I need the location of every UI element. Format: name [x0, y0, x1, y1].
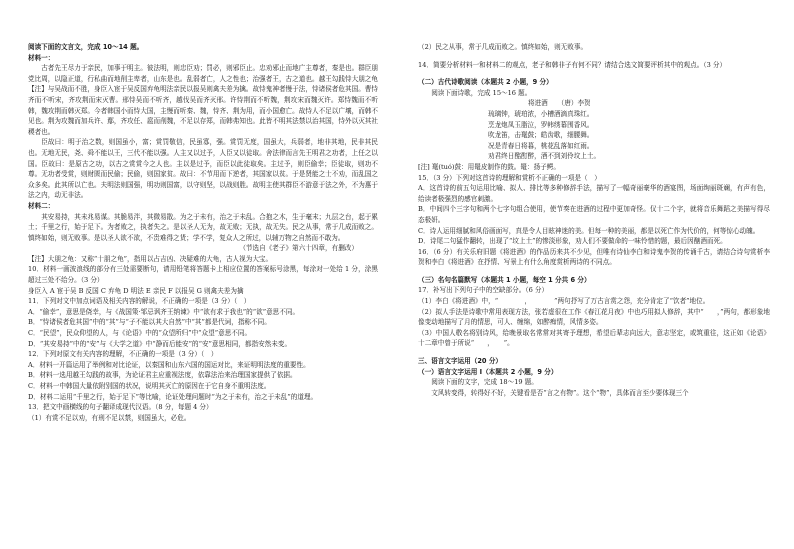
right-column-line: （三）名句名篇默写（本题共 1 小题，每空 1 分共 6 分）: [418, 275, 591, 284]
left-column-line: 材料二：: [28, 201, 55, 210]
left-column-line: 【注】大朋之龟：又称“十朋之龟”，指用以占吉凶、决疑难的大龟，古人视为大宝。: [28, 254, 273, 263]
right-column-line: （2）民之从事，常于几成而败之。慎终如始，则无败事。: [418, 43, 588, 51]
left-column-line: 古者先王尽力于亲民，加事于明主。彼法明，则忠臣劝；罚必，则邪臣止。忠劝邪止而地广主尊者，秦是也。群臣朋党比周，以隐正道，行私曲而地削主卑者，山东是也。乱弱者亡，人之性也；治强者王，古之道也。越王勾践恃大朋之龟【注】与吴战而不胜，身臣入宦于吴反国弃龟明法亲民以报吴则禽夫差为擒。故恃鬼神者慢于法，恃诸侯者危其国。曹恃齐而不听宋，齐攻荆而宋灭曹。邢恃吴而不听齐，越伐吴而齐灭邢。许恃荆而不听魏，荆攻宋而魏灭许。郑恃魏而不听韩，魏攻荆而韩灭郑。今者韩国小而恃大国，主慢而听秦、魏，恃齐、荆为用，而小国愈亡。故恃人不足以广壤，而韩不见也。荆为攻魏而加兵许、鄢，齐攻任、扈而削魏，不足以存郑，而韩弗知也。此皆不明其法禁以治其国，恃外以灭其社稷者也。: [28, 64, 378, 136]
right-column-line: 阅读下面的文字，完成 18～19 题。: [431, 378, 538, 387]
right-column-line: 15．（3 分）下列对这首诗的理解和赏析不正确的一项是（ ）: [418, 173, 601, 182]
right-column-line: （二）古代诗歌阅读（本题共 2 小题，9 分）: [418, 78, 553, 87]
left-column-line: B．“恃诸侯者危其国”中的“其”与“子不能以其大自然”中“其”都是代词，指称不同。: [28, 318, 271, 327]
right-column-line: 14．简要分析材料一和材料二的观点，老子和韩非子有何不同？请结合选文简要评析其中的观点。（3 分）: [418, 60, 727, 69]
right-column-line: 三、语言文字运用（20 分）: [418, 357, 503, 366]
right-column-line: （1）李白《将进酒》中，“ ， ”两句抒写了万古言赏之怨，充分肯定了“饮者”地位。: [418, 297, 710, 306]
right-column-line: B．中间四个三字句和两个七字句组合使用，使节奏在进酒的过程中更加奇怪。仅十二个字，就将音乐舞蹈之美描写得尽态极妍。: [418, 205, 770, 224]
right-column-line: [注] 鼍(tuó)鼓：用鼍皮制作的鼓。鼍：扬子鳄。: [418, 162, 560, 171]
right-column-line: 况是青春日将暮，桃花乱落如红雨。: [488, 141, 594, 150]
right-column-line: 烹龙炮凤玉脂泣，罗帏绣幕围香风。: [488, 120, 594, 129]
left-column-line: 10．材料一画波浪线的部分有三处需要断句，请用铅笔将答题卡上相应位置的答案标号涂黑，每涂对一处给 1 分，涂黑超过三处不给分。（3 分）: [28, 265, 378, 285]
right-column-line: C．诗人运用细腻和风俗画面写，真是令人目眩神迷的美。但每一种的美丽，都是以死亡作为代价的，何等惊心动魄。: [418, 226, 760, 235]
left-column-line: A．材料一开篇运用了举例和对比论证，以秦国和山东六国的国运对比，来证明明法度的重要性。: [28, 360, 310, 369]
right-column-line: 吹龙笛，击鼍鼓；皓齿歌，细腰舞。: [488, 131, 594, 140]
right-column-line: （3）中国人敬名将别诗风，给晚景取名常常对其寄予理想，希望后辈志向远大，意志坚定，或筑重往，这正如《论语》十二章中曾于所说“ ， ”。: [418, 328, 770, 348]
left-column-line: B．材料一选用越王勾践的故事，为论证君主应重视法度，依靠法治来治理国家提供了依据。: [28, 371, 297, 380]
right-column-line: [418, 349, 770, 356]
left-column-line: 阅读下面的文言文，完成 10～14 题。: [28, 43, 144, 51]
left-column-line: （1）有赏不足以劝，有刑不足以禁，则国虽大，必危。: [28, 413, 191, 422]
right-column-line: D．诗尾二句猛作翻转，出现了“坟上土”的惨淡形象，劝人们不要做命的一味怜惜的题，最后因酗酒而死。: [418, 237, 727, 246]
right-column-line: 17．补写出下列句子中的空缺部分。（6 分）: [418, 286, 549, 295]
right-column-line: （一）语言文字运用 Ⅰ（本题共 2 小题，9 分）: [418, 367, 558, 376]
right-column-line: （2）拟人手法是诗歌中常用表现方法，张若虚很在工作《春江花月夜》中也巧用拟人修辞，其中“ ，”两句，都形象地像变动地描写了月的情思，可人、缠绵，如醉痴情，风情多姿。: [418, 307, 770, 327]
left-column-line: 臣故曰：明于治之数，则国虽小，富；赏罚敬信，民虽寡，强。赏罚无度，国虽大，兵弱者，地非其地，民非其民也。无地无民，尧、舜不能以王，三代不能以强。人主又以过予，人臣又以徒取。舍法律而言先王明君之功者，上任之以国。臣故曰：是原古之功，以古之赏赏今之人也。主以是过予，而臣以此徒取矣。主过予，则臣偷幸；臣徒取，则功不尊。无功者受赏，则财匮而民偷；民偷，则国家贫。故曰：不节用而下逆者，其国家以贫。于是贤能之士不劝，而乱国之众多矣。此其所以亡也。夫明法则国强，明功则国富，以守则坚，以战则胜。故明主使其群臣不游意于法之外，不为惠于法之内，动无非法。: [28, 138, 378, 200]
right-column-line: 劝君终日酩酊醉，酒不到刘伶坟上土。: [488, 152, 601, 161]
right-column: [418, 42, 770, 398]
left-column-line: （节选自《老子》第六十四章，有删改）: [239, 244, 358, 253]
left-column: [28, 42, 378, 423]
left-column-line: D．“其安易持”中的“安”与《大学之道》中“静而后能安”的“安”意思相同，都指安然未变。: [28, 339, 292, 348]
left-column-line: 11．下列对文中加点词语及相关内容的解说，不正确的一项是（3 分）（ ）: [28, 297, 251, 306]
right-column-line: 将进酒 （唐）李贺: [528, 99, 591, 108]
right-column-line: 16．（6 分）有关乐府旧题《将进酒》的作品历来共不少见，但唯有诗仙李白和诗鬼李贺的传诵千古，请结合诗句赏析李贺和李白《将进酒》在抒情、写景上有什么角度赏析两诗的不同点。: [418, 247, 770, 267]
left-column-line: 身臣入 A 宦于吴 B 反国 C 弃龟 D 明法 E 亲民 F 以报吴 G 则禽夫差为擒: [28, 286, 244, 295]
left-column-line: A．“偷幸”，意思是侥幸，与《战国策·邹忌讽齐王纳谏》中“欲有求于我也”的“欲”意思不同。: [28, 307, 300, 316]
left-column-line: 13．把文中画横线的句子翻译成现代汉语。（8 分，每题 4 分）: [28, 403, 213, 412]
left-column-line: 其安易持，其未兆易谋。其脆易泮，其微易散。为之于未有，治之于未乱。合抱之木，生于毫末；九层之台，起于累土；千里之行，始于足下。为者败之，执者失之。是以圣人无为，故无败；无执，故无失。民之从事，常于几成而败之。慎终如始，则无败事。是以圣人欲不欲，不贵难得之货；学不学，复众人之所过，以辅万物之自然而不敢为。: [28, 212, 378, 242]
left-column-line: C．材料一中韩国大量依附别国的状况，说明其灭亡的原因在于它自身不重明法度。: [28, 382, 271, 390]
right-column-line: 琉璃钟，琥珀浓，小槽酒滴真珠红。: [488, 109, 594, 118]
right-column-line: [418, 70, 770, 77]
right-column-line: [418, 268, 770, 275]
left-column-line: 材料一：: [28, 53, 55, 62]
right-column-line: A．这首诗的前五句运用比喻、拟人、排比等多种修辞手法，描写了一幅奇丽豪华的酒宴图，场面绚丽斑斓，有声有色，给读者极强烈的感官刺激。: [418, 184, 770, 203]
right-column-line: 文风转变得，转得好不好，关键看是否“言之有物”。这个“物”，具体而言至少要体现三个: [431, 388, 689, 397]
left-column-line: D．材料二运用“千里之行，始于足下”等比喻，论证处理问题时“为之于未有，治之于未乱”的道理。: [28, 392, 318, 401]
right-column-line: [418, 53, 770, 60]
left-column-line: 12．下列对原文有关内容的理解，不正确的一项是（3 分）（ ）: [28, 350, 218, 359]
right-column-line: 阅读下面诗歌，完成 15～16 题。: [431, 88, 532, 97]
left-column-line: C．“民望”，民众仰望的人，与《论语》中的“众望所归”中“众望”意思不同。: [28, 329, 252, 338]
